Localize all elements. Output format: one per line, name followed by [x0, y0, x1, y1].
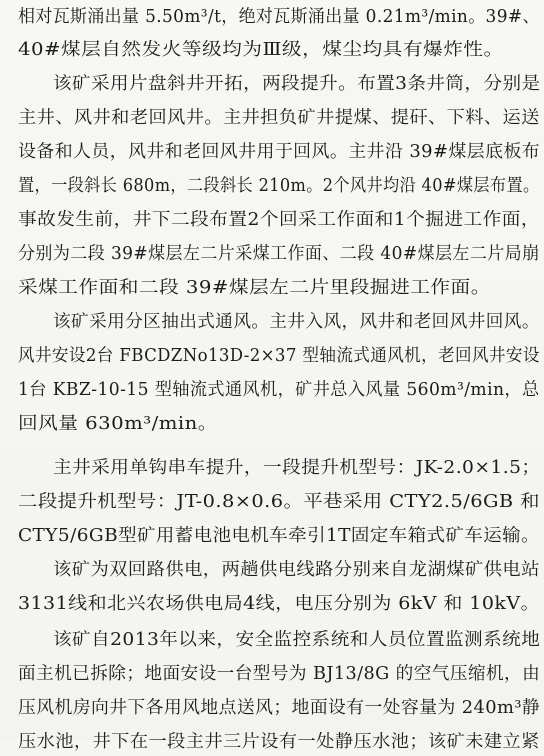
text-line-3: 该矿采用片盘斜井开拓，两段提升。布置3条井筒，分别是	[53, 74, 541, 94]
text-line-19: 该矿自2013年以来，安全监控系统和人员位置监测系统地	[53, 630, 541, 650]
text-line-12: 1台 KBZ-10-15 型轴流式通风机，矿井总入风量 560m³/min，总	[18, 380, 540, 400]
text-line-2: 40#煤层自然发火等级均为Ⅲ级，煤尘均具有爆炸性。	[18, 40, 504, 60]
text-line-18: 3131线和北兴农场供电局4线，电压分别为 6kV 和 10kV。	[18, 594, 540, 614]
text-line-6: 置，一段斜长 680m，二段斜长 210m。2个风井均沿 40#煤层布置。	[18, 176, 540, 196]
text-line-14: 主井采用单钩串车提升，一段提升机型号：JK-2.0×1.5；	[53, 458, 541, 478]
text-line-9: 采煤工作面和二段 39#煤层左二片里段掘进工作面。	[18, 278, 491, 298]
text-line-15: 二段提升机型号：JT-0.8×0.6。平巷采用 CTY2.5/6GB 和	[18, 492, 540, 512]
text-line-13: 回风量 630m³/min。	[18, 414, 218, 434]
text-line-20: 面主机已拆除；地面安设一台型号为 BJ13/8G 的空气压缩机，由	[18, 664, 541, 684]
text-line-8: 分别为二段 39#煤层左二片采煤工作面、二段 40#煤层左二片局崩	[18, 244, 540, 264]
text-line-22: 压水池，井下在一段主井三片设有一处静压水池；该矿未建立紧	[18, 732, 540, 752]
text-line-1: 相对瓦斯涌出量 5.50m³/t，绝对瓦斯涌出量 0.21m³/min。39#、	[18, 7, 540, 27]
text-line-17: 该矿为双回路供电，两趟供电线路分别来自龙湖煤矿供电站	[53, 560, 540, 580]
text-line-10: 该矿采用分区抽出式通风。主井入风，风井和老回风井回风。	[53, 312, 540, 332]
text-line-5: 设备和人员，风井和老回风井用于回风。主井沿 39#煤层底板布	[18, 142, 541, 162]
text-line-7: 事故发生前，井下二段布置2个回采工作面和1个掘进工作面，	[18, 210, 541, 230]
text-line-16: CTY5/6GB型矿用蓄电池电机车牵引1T固定车箱式矿车运输。	[18, 526, 540, 546]
text-line-21: 压风机房向井下各用风地点送风；地面设有一处容量为 240m³静	[18, 698, 541, 718]
text-line-11: 风井安设2台 FBCDZNo13D-2×37 型轴流式通风机，老回风井安设	[18, 346, 540, 366]
text-line-4: 主井、风井和老回风井。主井担负矿井提煤、提矸、下料、运送	[18, 108, 540, 128]
